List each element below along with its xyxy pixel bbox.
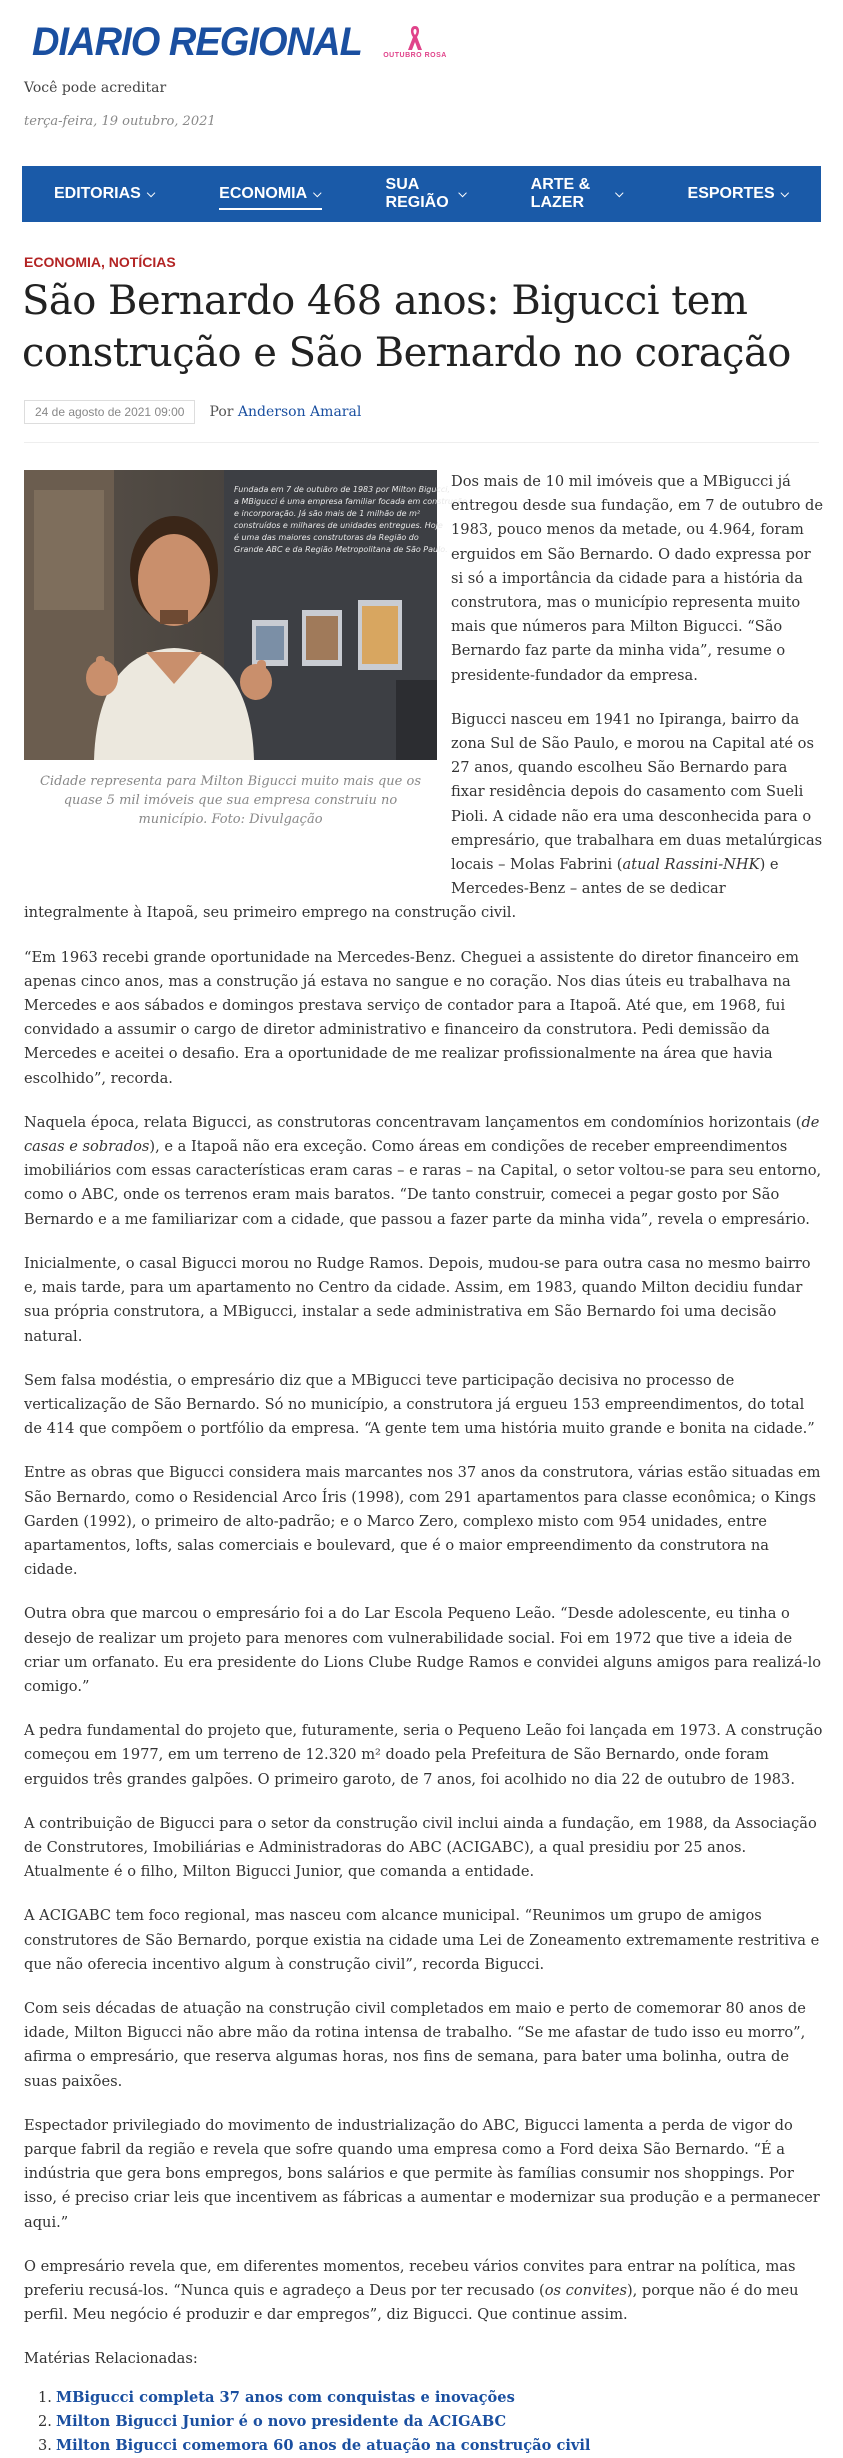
pink-ribbon-icon xyxy=(406,24,424,52)
paragraph: A ACIGABC tem foco regional, mas nasceu com alcance municipal. “Reunimos um grupo de amigos construtores de São Bernardo, porque existia na cidade uma Lei de Zoneamento extremamente restritiva e que não oferecia incentivo algum à construção civil”, recorda Bigucci. xyxy=(24,1907,820,1973)
article-body xyxy=(24,470,824,2458)
related-num: 3. xyxy=(38,2436,52,2454)
article-categories xyxy=(24,254,176,270)
svg-text:a MBigucci é uma empresa famil: a MBigucci é uma empresa familiar focada em construção xyxy=(234,497,468,506)
paragraph-text: ), porque não é do meu perfil. Meu negócio é produzir e dar empregos”, diz Bigucci. Que continue assim. xyxy=(24,2282,799,2324)
chevron-down-icon: ⌵ xyxy=(313,187,322,200)
nav-item-sua-regiao[interactable] xyxy=(354,166,499,222)
nav-item-arte-lazer[interactable] xyxy=(499,166,656,222)
paragraph-emphasis: atual Rassini-NHK xyxy=(622,856,760,874)
svg-text:e incorporação. Já são mais de: e incorporação. Já são mais de 1 milhão de m² xyxy=(234,509,421,518)
paragraph xyxy=(451,708,824,902)
paragraph-text: Naquela época, relata Bigucci, as construtoras concentravam lançamentos em condomínios horizontais ( xyxy=(24,1113,802,1131)
related-item xyxy=(38,2434,824,2458)
byline xyxy=(209,404,361,420)
paragraph: Inicialmente, o casal Bigucci morou no Rudge Ramos. Depois, mudou-se para outra casa no mesmo bairro e, mais tarde, para um apartamento no Centro da cidade. Assim, em 1983, quando Milton decidiu fundar sua própria construtora, a MBigucci, instalar a sede administrativa em São Bernardo foi uma decisão natural. xyxy=(24,1254,811,1345)
related-link[interactable]: Milton Bigucci comemora 60 anos de atuação na construção civil xyxy=(55,2436,591,2454)
nav-item-esportes[interactable] xyxy=(656,166,821,222)
related-title: Matérias Relacionadas: xyxy=(24,2350,198,2368)
nav-item-economia[interactable] xyxy=(187,166,353,222)
nav-item-editorias[interactable] xyxy=(22,166,187,222)
chevron-down-icon: ⌵ xyxy=(780,187,789,200)
badge-text: OUTUBRO ROSA xyxy=(383,52,447,59)
current-date: terça-feira, 19 outubro, 2021 xyxy=(24,114,216,129)
category-separator: , xyxy=(101,254,109,270)
logo-text: DIARIO REGIONAL xyxy=(32,19,362,64)
paragraph: Dos mais de 10 mil imóveis que a MBigucci já entregou desde sua fundação, em 7 de outubro de 1983, pouco menos da metade, ou 4.964, foram erguidos em São Bernardo. O dado expressa por si só a importância da cidade para a história da construtora, mas o município representa muito mais que números para Milton Bigucci. “São Bernardo faz parte da minha vida”, resume o presidente-fundador da empresa. xyxy=(451,473,823,684)
paragraph: Espectador privilegiado do movimento de industrialização do ABC, Bigucci lamenta a perda de vigor do parque fabril da região e revela que sofre quando uma empresa como a Ford deixa São Bernardo. “É a indústria que gera bons empregos, bons salários e que permite às famílias consumir nos shoppings. Por isso, é preciso criar leis que incentivem as fábricas a aumentar e modernizar sua produção e a permanecer aqui.” xyxy=(24,2116,820,2231)
site-tagline: Você pode acreditar xyxy=(24,80,167,96)
related-link[interactable]: Milton Bigucci Junior é o novo presidente da ACIGABC xyxy=(55,2412,507,2430)
related-num: 2. xyxy=(38,2412,52,2430)
publish-date: 24 de agosto de 2021 09:00 xyxy=(24,400,195,424)
article-meta xyxy=(24,400,361,424)
nav-item-label: ARTE & LAZER xyxy=(530,176,591,211)
paragraph: A pedra fundamental do projeto que, futuramente, seria o Pequeno Leão foi lançada em 1973. A construção começou em 1977, em um terreno de 12.320 m² doado pela Prefeitura de São Bernardo, onde foram erguidos três grandes galpões. O primeiro garoto, de 7 anos, foi acolhido no dia 22 de outubro de 1983. xyxy=(24,1722,823,1788)
paragraph: Entre as obras que Bigucci considera mais marcantes nos 37 anos da construtora, várias estão situadas em São Bernardo, como o Residencial Arco Íris (1998), com 291 apartamentos para classe econômica; o Kings Garden (1992), o primeiro de alto-padrão; e o Marco Zero, complexo misto com 954 unidades, entre apartamentos, lofts, salas comerciais e boulevard, que é o maior empreendimento da construtora na cidade. xyxy=(24,1464,821,1579)
paragraph-text: Bigucci nasceu em 1941 no Ipiranga, bairro da zona Sul de São Paulo, e morou na Capital até os 27 anos, quando escolheu São Bernardo para fixar residência depois do casamento com Sueli Pioli. A cidade não era uma desconhecida para o empresário, que trabalhara em duas metalúrgicas locais – Molas Fabrini ( xyxy=(451,710,823,874)
related-item xyxy=(38,2386,824,2410)
outubro-rosa-badge xyxy=(383,24,447,60)
divider xyxy=(24,442,819,443)
byline-prefix: Por xyxy=(209,404,234,420)
nav-item-label: EDITORIAS xyxy=(54,185,141,202)
related-list xyxy=(24,2386,824,2458)
paragraph xyxy=(24,2255,824,2328)
paragraph: Sem falsa modéstia, o empresário diz que a MBigucci teve participação decisiva no processo de verticalização de São Bernardo. Só no município, a construtora já ergueu 153 empreendimentos, do total de 414 que compõem o portfólio da empresa. “A gente tem uma história muito grande e bonita na cidade.” xyxy=(24,1371,815,1438)
paragraph: A contribuição de Bigucci para o setor da construção civil inclui ainda a fundação, em 1988, da Associação de Construtores, Imobiliárias e Administradoras do ABC (ACIGABC), a qual presidiu por 25 anos. Atualmente é o filho, Milton Bigucci Junior, que comanda a entidade. xyxy=(24,1814,817,1881)
chevron-down-icon: ⌵ xyxy=(458,187,467,200)
paragraph-text: O empresário revela que, em diferentes momentos, recebeu vários convites para entrar na política, mas preferiu recusá-los. “Nunca quis e agradeço a Deus por ter recusado ( xyxy=(24,2257,796,2299)
related-link[interactable]: MBigucci completa 37 anos com conquistas e inovações xyxy=(55,2388,515,2406)
main-nav xyxy=(22,166,821,222)
paragraph-emphasis: de casas e sobrados xyxy=(24,1113,820,1156)
nav-item-label: SUA REGIÃO xyxy=(385,176,449,211)
nav-item-label: ESPORTES xyxy=(687,185,775,202)
svg-text:construídos e milhares de unid: construídos e milhares de unidades entregues. Hoje xyxy=(234,521,443,530)
paragraph-text: ) e Mercedes-Benz – antes de se dedicar xyxy=(451,856,779,898)
svg-text:Fundada em 7 de outubro de 198: Fundada em 7 de outubro de 1983 por Milton Bigucci, xyxy=(234,485,450,494)
site-header xyxy=(24,18,819,168)
chevron-down-icon: ⌵ xyxy=(146,187,156,200)
chevron-down-icon: ⌵ xyxy=(615,187,624,200)
category-link-economia[interactable]: ECONOMIA xyxy=(24,254,101,270)
paragraph: integralmente à Itapoã, seu primeiro emprego na construção civil. xyxy=(24,904,517,922)
paragraph: Com seis décadas de atuação na construção civil completados em maio e perto de comemorar 80 anos de idade, Milton Bigucci não abre mão da rotina intensa de trabalho. “Se me afastar de tudo isso eu morro”, afirma o empresário, que reserva algumas horas, nos fins de semana, para bater uma bolinha, outra de suas paixões. xyxy=(24,1999,806,2090)
paragraph-text: ), e a Itapoã não era exceção. Como áreas em condições de receber empreendimentos imobiliários com essas características eram caras – e raras – na Capital, o setor voltou-se para seu entorno, como o ABC, onde os terrenos eram mais baratos. “De tanto construir, comecei a pegar gosto por São Bernardo e a me familiarizar com a cidade, que passou a fazer parte da minha vida”, revela o empresário. xyxy=(24,1138,822,1228)
photo-caption: Cidade representa para Milton Bigucci muito mais que os quase 5 mil imóveis que sua empresa construiu no município. Foto: Divulgação xyxy=(39,774,421,827)
article-title: São Bernardo 468 anos: Bigucci tem construção e São Bernardo no coração xyxy=(22,278,791,376)
paragraph xyxy=(24,1111,824,1232)
site-logo[interactable] xyxy=(32,18,447,66)
paragraph: “Em 1963 recebi grande oportunidade na Mercedes-Benz. Cheguei a assistente do diretor financeiro em apenas cinco anos, mas a construção já estava no sangue e no coração. Nos dias úteis eu trabalhava na Mercedes e aos sábados e domingos prestava serviço de contador para a Itapoã. Até que, em 1968, fui convidado a assumir o cargo de diretor administrativo e financeiro da construtora. Pedi demissão da Mercedes e aceitei o desafio. Era a oportunidade de me realizar profissionalmente na área que havia escolhido”, recorda. xyxy=(24,948,799,1087)
related-item xyxy=(38,2410,824,2434)
author-link[interactable]: Anderson Amaral xyxy=(237,404,362,420)
nav-item-label: ECONOMIA xyxy=(219,185,308,202)
svg-text:é uma das maiores construtoras: é uma das maiores construtoras da Região do xyxy=(234,533,419,542)
svg-text:Grande ABC e da Região Metropo: Grande ABC e da Região Metropolitana de São Paulo. xyxy=(234,545,448,554)
paragraph: Outra obra que marcou o empresário foi a do Lar Escola Pequeno Leão. “Desde adolescente, eu tinha o desejo de realizar um projeto para menores com vulnerabilidade social. Foi em 1972 que tive a ideia de criar um orfanato. Eu era presidente do Lions Clube Rudge Ramos e convidei alguns amigos para realizá-lo comigo.” xyxy=(24,1605,822,1695)
related-num: 1. xyxy=(38,2388,52,2406)
paragraph-emphasis: os convites xyxy=(544,2282,627,2299)
category-link-noticias[interactable]: NOTÍCIAS xyxy=(108,254,176,270)
